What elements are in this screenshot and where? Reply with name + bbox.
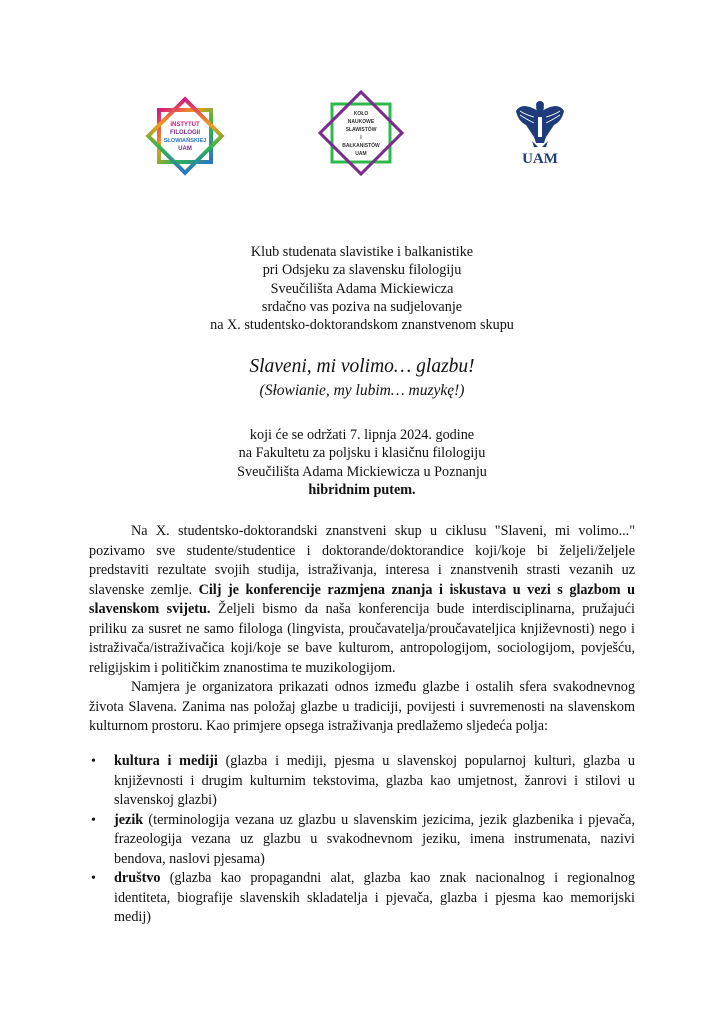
header-line: pri Odsjeku za slavensku filologiju bbox=[262, 262, 462, 279]
field-term: jezik bbox=[114, 811, 144, 828]
list-item bbox=[89, 752, 635, 811]
event-format: hibridnim putem. bbox=[308, 481, 416, 498]
event-details bbox=[0, 426, 724, 499]
student-club-logo bbox=[315, 87, 407, 179]
aims-paragraph bbox=[89, 678, 635, 737]
event-date-line: koji će se održati 7. lipnja 2024. godine bbox=[249, 427, 475, 443]
bullet: • bbox=[91, 871, 96, 886]
list-item bbox=[89, 811, 635, 870]
institute-logo-line-3: SŁOWIAŃSKIEJ bbox=[163, 138, 207, 144]
research-fields-list bbox=[89, 752, 635, 928]
field-term: kultura i mediji bbox=[114, 753, 218, 769]
institute-logo-line-2: FILOLOGII bbox=[170, 130, 200, 136]
list-item bbox=[89, 869, 635, 928]
club-logo-line-6: UAM bbox=[355, 151, 367, 157]
uam-logo-text: UAM bbox=[522, 151, 558, 167]
header-line: na X. studentsko-doktorandskom znanstvenom skupu bbox=[210, 317, 514, 334]
bullet: • bbox=[91, 812, 96, 828]
organizer-header bbox=[0, 243, 724, 334]
field-description: (glazba kao propagandni alat, glazba kao znak nacionalnog i regionalnog identiteta, biografije slavenskih skladatelja i pjevača, glazba i pjesma kao memorijski medij) bbox=[114, 870, 635, 925]
uam-eagle-logo bbox=[512, 97, 568, 167]
field-description: (glazba i mediji, pjesma u slavenskoj popularnoj kulturi, glazba u književnosti i drugim kulturnim tekstovima, glazba kao umjetnost, žanrovi i stilovi u slavenskoj glazbi) bbox=[114, 753, 635, 808]
event-venue-line: na Fakultetu za poljsku i klasičnu filologiju bbox=[238, 445, 486, 462]
intro-goal: Cilj je konferencije razmjena znanja i iskustava u vezi s glazbom u slavenskom svijetu. bbox=[89, 581, 636, 617]
field-description: (terminologija vezana uz glazbu u slavenskim jezicima, jezik glazbenika i pjevača, frazeologija vezana uz glazbu u svakodnevnom jeziku, imena instrumenata, nazivi bendova, naslovi pjesama) bbox=[114, 811, 635, 867]
institute-logo bbox=[145, 96, 225, 176]
institute-logo-line-1: INSTYTUT bbox=[170, 122, 200, 128]
club-logo-line-3: SLAWISTÓW bbox=[345, 127, 377, 133]
header-line: Klub studenata slavistike i balkanistike bbox=[250, 244, 474, 260]
conference-subtitle: (Słowianie, my lubim… muzykę!) bbox=[259, 382, 465, 399]
header-line: srdačno vas poziva na sudjelovanje bbox=[261, 298, 463, 315]
club-logo-line-1: KOŁO bbox=[353, 111, 369, 117]
intro-paragraph bbox=[89, 522, 635, 678]
institute-logo-line-4: UAM bbox=[178, 146, 192, 152]
intro-text-continued: Željeli bismo da naša konferencija bude interdisciplinarna, pružajući priliku za susret ne samo filologa (lingvista, proučavatelja/proučavateljica književnosti) nego i istraživača/istraživačica koji/koje se bave kulturom, antropologijom, sociologijom, povješću, religijskim i političkim znanostima te muzikologijom. bbox=[89, 601, 635, 676]
event-university-line: Sveučilišta Adama Mickiewicza u Poznanju bbox=[237, 463, 487, 480]
field-term: društvo bbox=[114, 870, 161, 886]
bullet: • bbox=[91, 754, 96, 769]
intro-text: Na X. studentsko-doktorandski znanstveni skup u ciklusu "Slaveni, mi volimo..." pozivamo sve studente/studentice i doktorande/doktorandice koji/koje bi željeli/željele predstaviti rezultate svojih studija, istraživanja, interesa i znanstvenih strasti vezanih uz slavenske zemlje. bbox=[89, 523, 635, 598]
club-logo-line-2: NAUKOWE bbox=[347, 119, 375, 125]
conference-title: Slaveni, mi volimo… glazbu! bbox=[249, 356, 475, 377]
header-line: Sveučilišta Adama Mickiewicza bbox=[270, 280, 454, 297]
aims-text: Namjera je organizatora prikazati odnos između glazbe i ostalih sfera svakodnevnog života Slavena. Zanima nas položaj glazbe u tradiciji, povijesti i suvremenosti na slavenskom kulturnom prostoru. Kao primjere opsega istraživanja predlažemo sljedeća polja: bbox=[89, 679, 635, 734]
club-logo-line-5: BAŁKANISTÓW bbox=[342, 143, 380, 149]
club-logo-line-4: I bbox=[360, 135, 362, 141]
